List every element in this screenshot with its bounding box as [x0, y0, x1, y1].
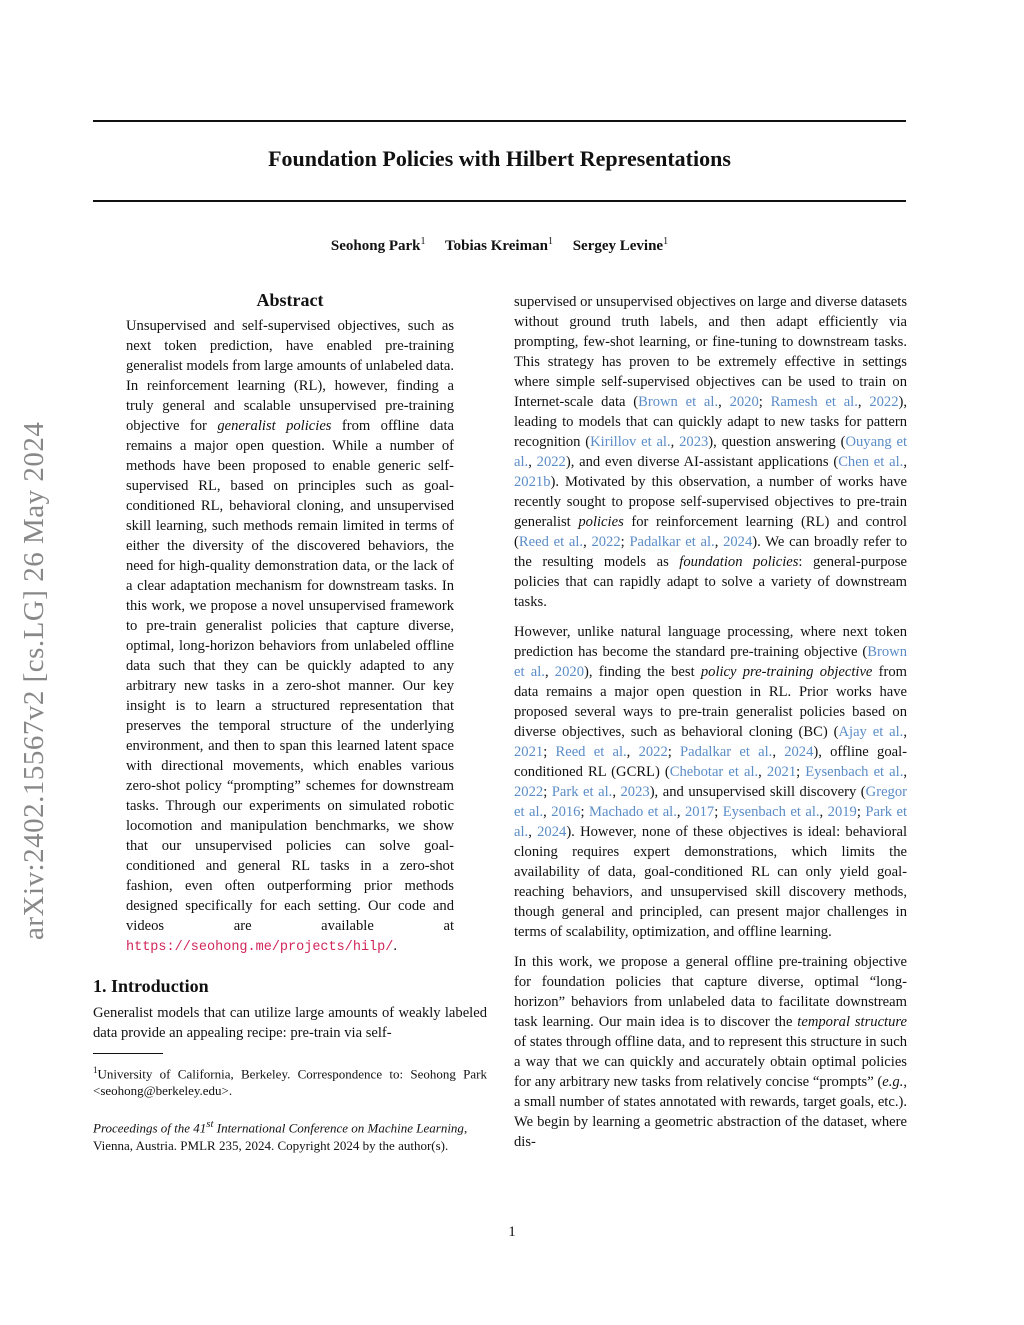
citation-link[interactable]: 2023 — [679, 434, 709, 450]
citation-link[interactable]: 2021b — [514, 474, 551, 490]
citation-link[interactable]: Chen et al. — [838, 454, 904, 470]
body-text: ), leading to models that can quickly adapt to new tasks for pattern recognition ( — [514, 394, 908, 450]
citation-link[interactable]: 2024 — [784, 744, 814, 760]
author-affiliation: 1 — [547, 236, 553, 247]
body-text: ; — [543, 784, 552, 800]
body-text: for reinforcement learning (RL) and control ( — [514, 514, 907, 550]
body-text: , — [544, 664, 555, 680]
body-text: ), offline goal-conditioned RL (GCRL) ( — [514, 744, 908, 780]
body-text: In this work, we propose a general offline pre-training objective for foundation policies that capture diverse, optimal “long-horizon” behaviors from unlabeled data to facilitate downstream task learning. Our main idea is to discover the — [514, 954, 907, 1030]
body-text: ; — [620, 534, 630, 550]
author-affiliation: 1 — [420, 236, 426, 247]
body-text: , — [528, 454, 537, 470]
body-text: , — [758, 764, 767, 780]
footnote-rule — [93, 1053, 163, 1054]
emphasis-text: temporal structure — [797, 1014, 908, 1030]
citation-link[interactable]: 2022 — [869, 394, 899, 410]
title-rule-bottom — [93, 200, 906, 202]
emphasis-text: foundation policies — [679, 554, 799, 570]
body-text: , — [772, 744, 785, 760]
citation-link[interactable]: Park et al. — [514, 804, 908, 840]
proceedings-note: Proceedings of the 41st International Conference on Machine Learning, Vienna, Austria. PMLR 235, 2024. Copyright 2024 by the author(s). — [93, 1118, 468, 1153]
body-text: ; — [667, 744, 681, 760]
citation-link[interactable]: Eysenbach et al. — [805, 764, 904, 780]
body-text: , — [714, 534, 724, 550]
citation-link[interactable]: Eysenbach et al. — [722, 804, 820, 820]
body-text: , — [903, 764, 908, 780]
body-text: ; — [856, 804, 866, 820]
citation-link[interactable]: 2021 — [766, 764, 797, 780]
body-text: ; — [714, 804, 723, 820]
body-text: , — [626, 744, 639, 760]
author-name: Seohong Park — [330, 238, 421, 254]
emphasis-text: e.g. — [882, 1074, 904, 1090]
body-text: ; — [580, 804, 589, 820]
intro-paragraph-2 — [514, 622, 907, 942]
body-text: from data remains a major open question in RL. Prior works have proposed several ways to pre-train generalist policies based on diverse objectives, such as behavioral cloning (BC) ( — [514, 664, 907, 740]
body-text: , — [528, 824, 538, 840]
abstract-text: Unsupervised and self-supervised objectives, such as next token prediction, have enabled pre-training generalist models from large amounts of unlabeled data. In reinforcement learning (RL), however, finding a truly general and scalable unsupervised pre-training objective for generalist policies from offline data remains a major open question. While a number of methods have been proposed to enable generic self-supervised RL, based on principles such as goal-conditioned RL, behavioral cloning, and unsupervised skill learning, such methods remain limited in terms of either the diversity of the discovered behaviors, the need for high-quality demonstration data, or the lack of a clear adaptation mechanism for downstream tasks. In this work, we propose a novel unsupervised framework to pre-train generalist policies that capture diverse, optimal, long-horizon behaviors from unlabeled offline data such that they can be quickly adapted to any arbitrary new tasks in a zero-shot manner. Our key insight is to learn a structured representation that preserves the temporal structure of the underlying environment, and then to span this learned latent space with directional movements, which enables various zero-shot policy “prompting” schemes for downstream tasks. Through our experiments on simulated robotic locomotion and manipulation benchmarks, we show that our unsupervised policies can solve goal-conditioned and general RL tasks in a zero-shot fashion, even often outperforming prior methods designed specifically for each setting. Our code and videos are available at https://seohong.me/projects/hilp/. — [126, 318, 454, 955]
introduction-heading: 1. Introduction — [93, 976, 209, 996]
body-text: ). We can broadly refer to the resulting models as — [514, 534, 908, 570]
citation-link[interactable]: 2022 — [638, 744, 668, 760]
body-text: , — [543, 804, 552, 820]
body-text: ; — [543, 744, 556, 760]
citation-link[interactable]: 2022 — [591, 534, 621, 550]
body-text: , — [903, 454, 907, 470]
citation-link[interactable]: 2022 — [536, 454, 566, 470]
right-column — [514, 292, 907, 1162]
arxiv-identifier: arXiv:2402.15567v2 [cs.LG] 26 May 2024 — [18, 421, 50, 940]
citation-link[interactable]: Brown et al. — [638, 394, 719, 410]
body-text: ; — [796, 764, 806, 780]
citation-link[interactable]: 2023 — [620, 784, 650, 800]
body-text: ; — [758, 394, 771, 410]
body-text: , — [612, 784, 621, 800]
abstract-heading: Abstract — [256, 290, 324, 310]
page-number: 1 — [508, 1224, 516, 1240]
body-text: , — [857, 394, 870, 410]
citation-link[interactable]: Ramesh et al. — [770, 394, 858, 410]
body-text: However, unlike natural language processing, where next token prediction has become the standard pre-training objective ( — [514, 624, 907, 660]
body-text: ), and unsupervised skill discovery ( — [649, 784, 866, 800]
body-text: , — [676, 804, 685, 820]
citation-link[interactable]: Kirillov et al. — [590, 434, 671, 450]
body-text: ), question answering ( — [708, 434, 846, 450]
citation-link[interactable]: 2021 — [514, 744, 544, 760]
body-text: , — [819, 804, 828, 820]
body-text: : general-purpose policies that can rapidly adapt to solve a variety of downstream tasks. — [514, 554, 907, 610]
citation-link[interactable]: Brown et al. — [514, 644, 907, 680]
citation-link[interactable]: Ajay et al. — [838, 724, 904, 740]
body-text: , — [583, 534, 592, 550]
citation-link[interactable]: Padalkar et al. — [680, 744, 773, 760]
body-text: , — [670, 434, 680, 450]
citation-link[interactable]: Machado et al. — [588, 804, 677, 820]
author-name: Tobias Kreiman — [444, 238, 548, 254]
citation-link[interactable]: 2016 — [551, 804, 581, 820]
citation-link[interactable]: Reed et al. — [518, 534, 584, 550]
author-affiliation: 1 — [663, 236, 669, 247]
citation-link[interactable]: 2020 — [729, 394, 759, 410]
citation-link[interactable]: Park et al. — [551, 784, 613, 800]
citation-link[interactable]: 2024 — [537, 824, 567, 840]
introduction-paragraph: Generalist models that can utilize large amounts of weakly labeled data provide an appealing recipe: pre-train via self- — [93, 1005, 487, 1041]
project-link[interactable]: https://seohong.me/projects/hilp/ — [126, 940, 394, 955]
affiliation-footnote: $^1$University of California, Berkeley. Correspondence to: Seohong Park <seohong@berkeley.edu>. — [93, 1065, 487, 1099]
citation-link[interactable]: Chebotar et al. — [669, 764, 759, 780]
emphasis-text: policies — [578, 514, 624, 530]
body-text: ). Motivated by this observation, a number of works have recently sought to propose self-supervised objectives to pre-train generalist — [514, 474, 907, 530]
left-column — [93, 290, 487, 1154]
citation-link[interactable]: Gregor et al. — [514, 784, 908, 820]
title-rule-top — [93, 120, 906, 122]
body-text: ), and even diverse AI-assistant applications ( — [565, 454, 839, 470]
paper-title: Foundation Policies with Hilbert Representations — [268, 146, 731, 171]
author-name: Sergey Levine — [572, 238, 664, 254]
citation-link[interactable]: 2024 — [723, 534, 753, 550]
intro-paragraph-1 — [514, 292, 907, 612]
body-text: ), finding the best — [583, 664, 701, 680]
emphasis-text: policy pre-training objective — [700, 664, 873, 680]
citation-link[interactable]: Reed et al. — [555, 744, 627, 760]
body-text: supervised or unsupervised objectives on large and diverse datasets without ground truth labels, and then adapt efficiently via prompting, few-shot learning, or fine-tuning to downstream tasks. This strategy has proven to be extremely effective in settings where simple self-supervised objectives can be used to train on Internet-scale data ( — [514, 294, 907, 410]
body-text: , a small number of states annotated with rewards, target goals, etc.). We begin by learning a geometric abstraction of the dataset, where dis- — [514, 1074, 907, 1150]
citation-link[interactable]: 2020 — [554, 664, 584, 680]
body-text: , — [718, 394, 730, 410]
citation-link[interactable]: 2019 — [827, 804, 857, 820]
citation-link[interactable]: 2022 — [514, 784, 544, 800]
body-text: ). However, none of these objectives is ideal: behavioral cloning requires expert demonstrations, which limits the availability of data, goal-conditioned RL can only yield goal-reaching behaviors, and unsupervised skill discovery methods, though general and principled, can present major challenges in terms of scalability, optimization, and offline learning. — [514, 824, 908, 940]
body-text: of states through offline data, and to represent this structure in such a way that we can quickly and accurately obtain optimal policies for any arbitrary new tasks from relatively concise “prompts” ( — [514, 1034, 907, 1090]
author-list — [93, 236, 906, 255]
intro-paragraph-3 — [514, 952, 907, 1152]
citation-link[interactable]: Padalkar et al. — [629, 534, 715, 550]
citation-link[interactable]: 2017 — [685, 804, 715, 820]
body-text: , — [903, 724, 907, 740]
citation-link[interactable]: Ouyang et al. — [514, 434, 907, 470]
